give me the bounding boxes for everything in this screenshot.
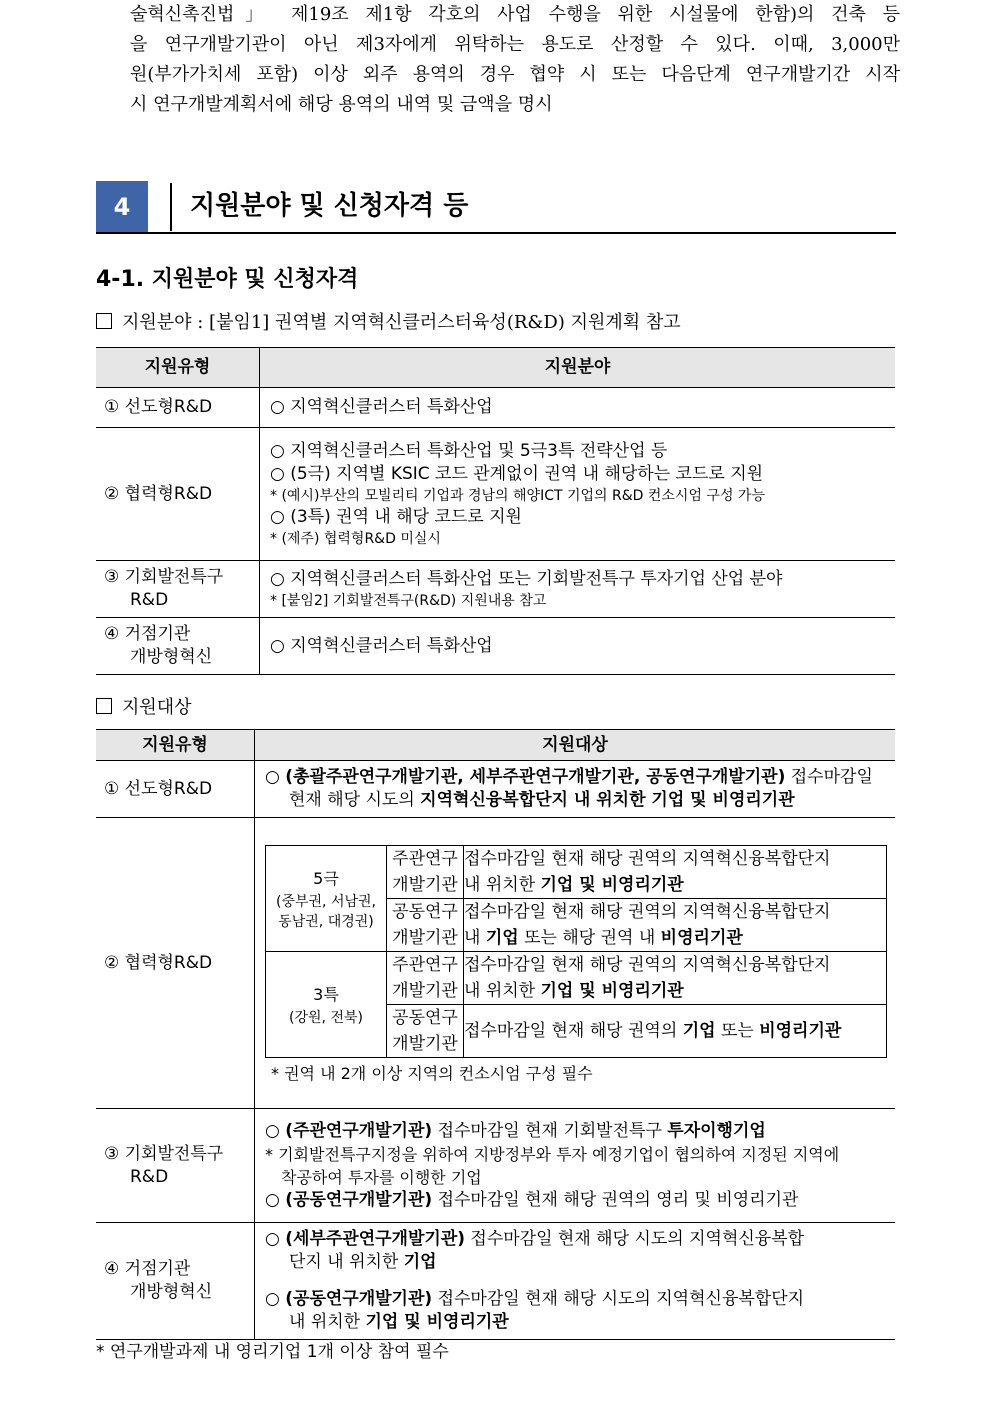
section-underline — [96, 232, 896, 234]
type-line: 개방형혁신 — [130, 647, 213, 667]
type-cell: ② 협력형R&D — [96, 818, 255, 1109]
table-header-row — [96, 730, 895, 761]
region-target: 접수마감일 현재 해당 권역의 지역혁신융복합단지 내 위치한 기업 및 비영리기관 — [464, 952, 887, 1005]
table-row — [96, 818, 895, 1109]
table-row — [96, 428, 895, 561]
header-type: 지원유형 — [96, 730, 255, 761]
header-type: 지원유형 — [96, 348, 260, 388]
section-number-badge: 4 — [96, 181, 148, 233]
section-divider-bar — [170, 183, 172, 231]
checkbox-icon — [96, 698, 112, 714]
org-co: 공동연구 개발기관 — [387, 899, 464, 952]
type-line: ③ 기회발전특구 — [104, 567, 224, 587]
target-note: 착공하여 투자를 이행한 기업 — [281, 1167, 482, 1187]
type-line: ④ 거점기관 — [104, 624, 191, 644]
field-note: * (예시)부산의 모빌리티 기업과 경남의 해양ICT 기업의 R&D 컨소시엄 구성 가능 — [270, 487, 765, 504]
target-line: ○ (공동연구개발기관) 접수마감일 현재 해당 권역의 영리 및 비영리기관 — [265, 1189, 799, 1210]
type-line: ④ 거점기관 — [104, 1259, 191, 1279]
target-line: 내 위치한 기업 및 비영리기관 — [289, 1312, 509, 1332]
type-cell: ① 선도형R&D — [96, 761, 255, 818]
field-cell — [260, 618, 896, 675]
target-line: ○ (세부주관연구개발기관) 접수마감일 현재 해당 시도의 지역혁신융복합 — [265, 1229, 805, 1249]
target-cell — [255, 761, 896, 818]
fields-bullet — [96, 311, 681, 335]
target-line: ○ (주관연구개발기관) 접수마감일 현재 기회발전특구 투자이행기업 — [265, 1120, 766, 1141]
field-line: ○ 지역혁신클러스터 특화산업 — [270, 635, 493, 656]
type-line: R&D — [130, 1166, 169, 1187]
region-target: 접수마감일 현재 해당 권역의 기업 또는 비영리기관 — [464, 1005, 887, 1058]
fields-table — [96, 347, 895, 675]
table-row — [96, 388, 895, 428]
target-line: 현재 해당 시도의 지역혁신융복합단지 내 위치한 기업 및 비영리기관 — [289, 790, 795, 810]
section-title: 지원분야 및 신청자격 등 — [190, 191, 469, 221]
org-co: 공동연구 개발기관 — [387, 1005, 464, 1058]
targets-bullet-text: 지원대상 — [122, 697, 192, 718]
checkbox-icon — [96, 313, 112, 329]
header-field: 지원분야 — [260, 348, 896, 388]
header-target: 지원대상 — [255, 730, 896, 761]
field-cell — [260, 428, 896, 561]
targets-bullet — [96, 696, 192, 720]
footnote: * 연구개발과제 내 영리기업 1개 이상 참여 필수 — [96, 1342, 449, 1362]
field-cell — [260, 388, 896, 428]
type-cell — [96, 618, 260, 675]
target-cell — [255, 818, 896, 1109]
type-cell: ② 협력형R&D — [96, 428, 260, 561]
type-cell — [96, 561, 260, 618]
table-row — [96, 761, 895, 818]
intro-line: 원(부가가치세 포함) 이상 외주 용역의 경우 협약 시 또는 다음단계 연구개발기간 시작 — [130, 64, 900, 85]
subsection-title: 4-1. 지원분야 및 신청자격 — [96, 267, 359, 292]
region-table — [265, 845, 887, 1058]
field-cell — [260, 561, 896, 618]
table-row — [96, 1109, 895, 1223]
table-row — [96, 561, 895, 618]
target-note: * 기회발전특구지정을 위하여 지방정부와 투자 예정기업이 협의하여 지정된 지역에 — [265, 1144, 840, 1164]
type-cell — [96, 1109, 255, 1223]
target-cell — [255, 1223, 896, 1340]
field-line: ○ 지역혁신클러스터 특화산업 — [270, 397, 493, 417]
org-main: 주관연구 개발기관 — [387, 952, 464, 1005]
targets-table — [96, 729, 895, 1340]
target-line: 단지 내 위치한 기업 — [289, 1252, 437, 1272]
region-note: * 권역 내 2개 이상 지역의 컨소시엄 구성 필수 — [271, 1064, 593, 1083]
target-cell — [255, 1109, 896, 1223]
field-line: ○ (5극) 지역별 KSIC 코드 관계없이 권역 내 해당하는 코드로 지원 — [270, 463, 764, 484]
table-row — [96, 1223, 895, 1340]
field-line: ○ 지역혁신클러스터 특화산업 및 5극3특 전략산업 등 — [270, 440, 668, 461]
target-line: ○ (총괄주관연구개발기관, 세부주관연구개발기관, 공동연구개발기관) 접수마감일 — [265, 767, 873, 787]
field-line: ○ 지역혁신클러스터 특화산업 또는 기회발전특구 투자기업 산업 분야 — [270, 568, 783, 589]
type-line: ③ 기회발전특구 — [104, 1143, 224, 1164]
type-line: 개방형혁신 — [130, 1282, 213, 1302]
type-line: R&D — [130, 590, 169, 610]
intro-line: 을 연구개발기관이 아닌 제3자에게 위탁하는 용도로 산정할 수 있다. 이때, 3,000만 — [130, 34, 900, 55]
table-row — [96, 618, 895, 675]
field-line: ○ (3특) 권역 내 해당 코드로 지원 — [270, 506, 522, 527]
intro-line: 시 연구개발계획서에 해당 용역의 내역 및 금액을 명시 — [130, 94, 553, 115]
fields-bullet-text: 지원분야 : [붙임1] 권역별 지역혁신클러스터육성(R&D) 지원계획 참고 — [122, 312, 681, 333]
type-cell: ① 선도형R&D — [96, 388, 260, 428]
type-cell — [96, 1223, 255, 1340]
field-note: * [붙임2] 기회발전특구(R&D) 지원내용 참고 — [270, 592, 547, 609]
region-target: 접수마감일 현재 해당 권역의 지역혁신융복합단지 내 기업 또는 해당 권역 내 비영리기관 — [464, 899, 887, 952]
intro-line: 술혁신촉진법」 제19조 제1항 각호의 사업 수행을 위한 시설물에 한함)의 건축 등 — [130, 4, 900, 25]
target-line: ○ (공동연구개발기관) 접수마감일 현재 해당 시도의 지역혁신융복합단지 — [265, 1289, 805, 1309]
intro-paragraph — [130, 0, 900, 120]
field-note: * (제주) 협력형R&D 미실시 — [270, 530, 441, 547]
region-5geuk: 5극 (중부권, 서남권, 동남권, 대경권) — [266, 846, 387, 952]
org-main: 주관연구 개발기관 — [387, 846, 464, 899]
region-target: 접수마감일 현재 해당 권역의 지역혁신융복합단지 내 위치한 기업 및 비영리기관 — [464, 846, 887, 899]
table-header-row — [96, 348, 895, 388]
region-3teuk: 3특 (강원, 전북) — [266, 952, 387, 1058]
